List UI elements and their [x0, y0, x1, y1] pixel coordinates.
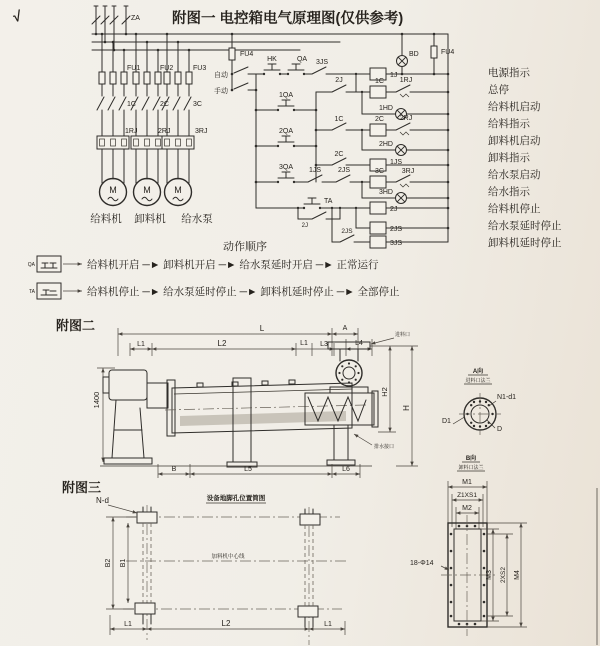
auto-mode-label: 自动 [214, 72, 228, 79]
dim-label: L1 [137, 341, 145, 348]
dim-label: M1 [462, 479, 472, 486]
fig3-foundation-drawing [62, 479, 597, 645]
sequence-stop-row: 给料机停止 ─► 给水泵延时停止 ─► 卸料机延时停止 ─► 全部停止 [87, 286, 400, 298]
hole-spec-label: 18-Φ14 [410, 560, 434, 567]
discharge-flange-heading [457, 454, 485, 471]
dim-label: B1 [120, 558, 127, 568]
dim-label: 1400 [92, 391, 101, 409]
indicator-line: 卸料指示 [488, 152, 530, 164]
dim-label: M3 [486, 570, 493, 580]
thermal-contact-label: 1RJ [399, 77, 413, 84]
relay-coil-label: 2J [390, 206, 398, 213]
indicator-line: 给料机停止 [488, 203, 541, 215]
bolt-circle-label: N1-d1 [497, 394, 517, 401]
motor-branch-feeder [90, 33, 140, 225]
action-sequence-title: 动作顺序 [223, 241, 267, 253]
fig3-caption: 设备地脚孔位置简图 [206, 495, 266, 502]
control-circuit [214, 33, 454, 248]
action-sequence [27, 239, 403, 299]
dim-label: M2 [462, 505, 472, 512]
drain-port-label: 排水接口 [374, 444, 395, 450]
power-lamp-label: BD [409, 51, 419, 58]
stop-button-label: TA [324, 198, 333, 205]
fig1-title: 附图一 电控箱电气原理图(仅供参考) [172, 11, 404, 27]
fuse-label: FU3 [193, 65, 207, 72]
thermal-contact-label: 2RJ [399, 115, 413, 122]
fig2-title: 附图二 [56, 318, 96, 333]
dim-label: L6 [342, 466, 350, 473]
indicator-line: 给水泵启动 [488, 169, 541, 181]
handwritten-checkmark: √ [11, 8, 23, 26]
discharge-flange-drawing [410, 479, 527, 636]
view-a-sublabel: 进料口法兰 [465, 378, 491, 384]
timer-contact-label: 2JS [337, 167, 351, 174]
dim-label: H [402, 405, 411, 411]
indicator-lamp-label: 2HD [378, 141, 393, 148]
dim-label: L [259, 324, 265, 333]
inlet-flange-detail [442, 367, 516, 435]
dim-label: B2 [105, 558, 112, 568]
fig2-top-dimensions [118, 324, 372, 356]
power-buses [92, 33, 448, 52]
start-button-label: QA [296, 56, 308, 63]
indicator-line: 给料指示 [488, 118, 530, 130]
dim-label: 2XS2 [500, 567, 507, 583]
contactor-coil-label: 2C [375, 116, 384, 123]
machine-centerline-label: 加料机中心线 [211, 554, 245, 560]
control-fuse-label: FU4 [240, 51, 254, 58]
view-a-label: A向 [472, 369, 484, 375]
motor-name: 给料机 [90, 213, 122, 225]
timer-coil-label: 3JS [390, 240, 403, 247]
timer-coil-label: 1JS [390, 159, 403, 166]
dim-label: L1 [300, 340, 308, 347]
main-switch-label: ZA [131, 15, 140, 22]
contactor-label: 2C [160, 101, 169, 108]
indicator-line: 卸料机延时停止 [488, 237, 562, 249]
machine-side-view [100, 331, 410, 467]
indicator-line: 给水泵延时停止 [488, 220, 562, 232]
dim-label: L3 [320, 341, 328, 348]
indicator-lamp-label: 1HD [378, 105, 393, 112]
indicator-lamp-label: 3HD [378, 189, 393, 196]
indicator-line: 卸料机启动 [488, 135, 541, 147]
motor-symbol-letter: M [174, 185, 182, 195]
contactor-label: 3C [193, 101, 202, 108]
thermal-contact-label: 3RJ [401, 168, 415, 175]
dim-label: A [342, 325, 348, 332]
indicator-line: 给料机启动 [488, 101, 541, 113]
view-b-label: B向 [465, 456, 477, 462]
dim-label: D [497, 426, 503, 433]
start-button-label: 3QA [278, 164, 294, 171]
bolt-count-label: N-d [96, 496, 109, 505]
contactor-coil-label: 1C [375, 78, 384, 85]
indicator-line: 电源指示 [488, 67, 530, 79]
motor-name: 给水泵 [181, 213, 213, 225]
fuse-label: FU2 [160, 65, 174, 72]
aux-contact-label: 1C [334, 116, 344, 123]
view-b-sublabel: 卸料口法兰 [458, 465, 484, 471]
dim-label: B [171, 466, 177, 473]
overload-relay-label: 2RJ [158, 128, 171, 135]
sequence-start-row: 给料机开启 ─► 卸料机开启 ─► 给水泵延时开启 ─► 正常运行 [87, 259, 379, 271]
dim-label: L2 [217, 339, 227, 348]
dim-label: L5 [244, 466, 252, 473]
contactor-coil-label: 3C [375, 168, 384, 175]
start-button-label: 2QA [278, 128, 294, 135]
anchor-bolt-layout [123, 505, 348, 645]
timer-contact-label: 2JS [341, 228, 353, 235]
incoming-supply-lines [92, 6, 140, 50]
fig1-electrical-schematic [28, 6, 562, 299]
inlet-port-label: 进料口 [395, 332, 411, 338]
lamp-fuse-label: FU4 [441, 49, 455, 56]
manual-mode-label: 手动 [214, 88, 228, 95]
fuse-label: FU1 [127, 65, 141, 72]
motor-symbol-letter: M [109, 185, 117, 195]
control-switch-label: HK [267, 56, 277, 63]
sequence-key-label: TA [28, 289, 35, 295]
motor-symbol-letter: M [143, 185, 151, 195]
dim-label: L1 [124, 621, 132, 628]
sequence-key-label: QA [27, 262, 35, 268]
fig3-title: 附图三 [62, 480, 102, 495]
dim-label: L4 [355, 340, 363, 347]
motor-name: 卸料机 [134, 213, 166, 225]
indicator-line: 给水指示 [488, 186, 530, 198]
relay-coil-label: 1J [390, 72, 398, 79]
aux-contact-label: 2C [334, 151, 344, 158]
relay-contact-label: 2J [335, 77, 343, 84]
self-hold-contact-label: 2J [301, 223, 308, 229]
dim-label: L2 [221, 619, 231, 628]
indicator-line: 总停 [488, 84, 509, 96]
timer-coil-label: 2JS [390, 226, 403, 233]
dim-label: Z1XS1 [457, 492, 477, 499]
timer-contact-label: 3JS [315, 59, 329, 66]
dim-label: L1 [324, 621, 332, 628]
dim-label: H2 [380, 387, 389, 397]
fig2-machine-drawing [56, 318, 516, 478]
timer-contact-label: 1JS [308, 167, 322, 174]
dim-label: D1 [442, 418, 451, 425]
contactor-label: 1C [127, 101, 136, 108]
overload-relay-label: 1RJ [125, 128, 138, 135]
overload-relay-label: 3RJ [195, 128, 208, 135]
start-button-label: 1QA [278, 92, 294, 99]
dim-label: M4 [514, 570, 521, 580]
function-indicator-list [488, 66, 562, 249]
